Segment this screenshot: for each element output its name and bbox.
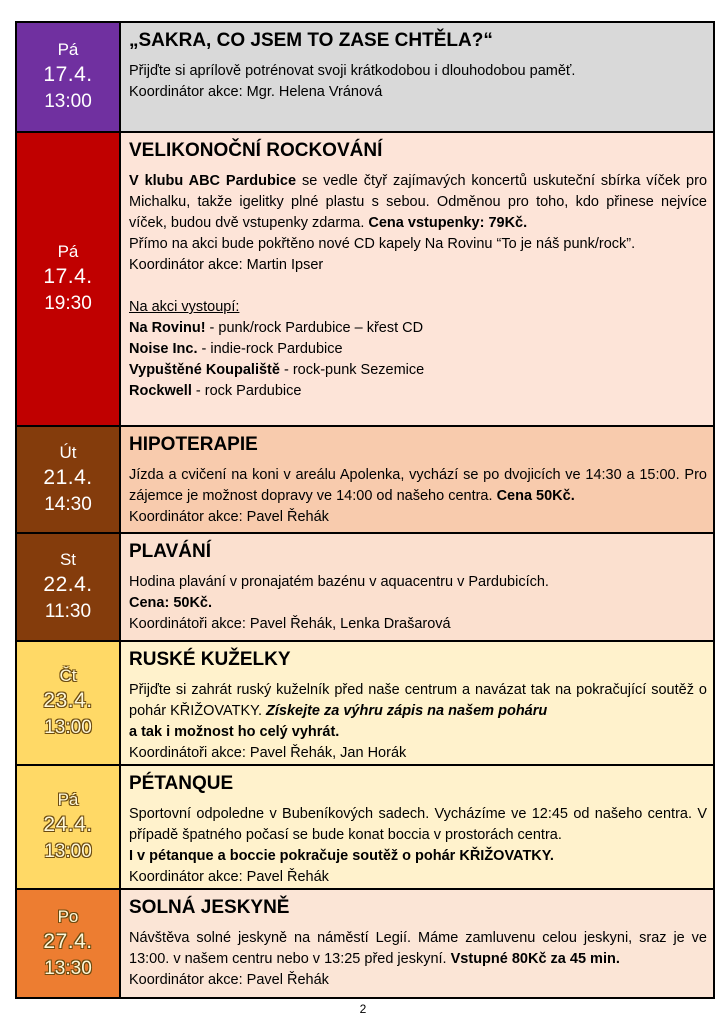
event-highlight: a tak i možnost ho celý vyhrát. [129,724,340,740]
event-row [17,534,713,642]
event-description [129,465,707,507]
band-item [129,381,707,402]
event-time: 13:00 [44,91,92,112]
event-coordinator: Koordinátor akce: Mgr. Helena Vránová [129,84,383,100]
venue-name: V klubu ABC Pardubice [129,173,297,189]
page-number: 2 [359,1002,367,1016]
event-date-cell [17,133,121,425]
event-content [121,766,713,888]
event-content [121,642,713,764]
event-row [17,890,713,997]
event-day: St [59,550,77,569]
band-item [129,318,707,339]
event-description-text: Návštěva solné jeskyně na náměstí Legií. Máme zamluvenu celou jeskyni, sraz je ve 13:00. v našem centru nebo v 13:25 před jeskyní. [129,930,707,967]
events-table [15,21,715,999]
event-description-text: Jízda a cvičení na koni v areálu Apolenka, vychází se po dvojicích ve 14:30 a 15:00. Pro zájemce je možnost dopravy ve 14:00 od našeho centra. [129,467,707,504]
band-name: Rockwell [129,383,192,399]
event-content [121,427,713,532]
event-coordinator: Koordinátor akce: Pavel Řehák [129,869,329,885]
event-date: 27.4. [43,929,93,953]
event-content [121,534,713,640]
event-day: Pá [57,790,79,809]
event-description: Hodina plavání v pronajatém bazénu v aquacentru v Pardubicích. [129,574,549,590]
event-description: Sportovní odpoledne v Bubeníkových sadech. Vycházíme ve 12:45 od našeho centra. V případě špatného počasí se bude konat boccia v prostorách centra. [129,806,707,843]
event-row [17,766,713,890]
event-date: 17.4. [43,265,93,288]
event-time: 11:30 [44,601,92,622]
event-date-cell [17,890,121,997]
event-title: PÉTANQUE [129,773,234,794]
event-description [129,171,707,234]
event-day: Pá [57,242,79,261]
event-day: Po [57,906,79,926]
event-coordinator: Koordinátoři akce: Pavel Řehák, Lenka Drašarová [129,616,451,632]
band-item [129,360,707,381]
event-coordinator: Koordinátor akce: Pavel Řehák [129,972,329,988]
event-row [17,642,713,766]
event-coordinator: Koordinátor akce: Martin Ipser [129,257,324,273]
band-desc: - indie-rock Pardubice [197,341,343,357]
event-title: HIPOTERAPIE [129,434,258,455]
event-price: Cena 50Kč. [496,488,575,504]
band-desc: - rock-punk Sezemice [279,362,425,378]
event-description-text: Přijďte si zahrát ruský kuželník před naše centrum a navázat tak na pokračující soutěž o pohár KŘIŽOVATKY. [129,682,707,719]
event-cd-text: Přímo na akci bude pokřtěno nové CD kapely Na Rovinu “To je náš punk/rock”. [129,236,636,252]
event-row [17,23,713,133]
event-time: 19:30 [44,293,92,314]
event-time: 14:30 [44,493,92,515]
event-price: Vstupné 80Kč za 45 min. [450,951,620,967]
event-description [129,928,707,970]
event-date-cell [17,642,121,764]
event-description [129,680,707,722]
event-time: 13:00 [44,841,92,862]
event-day: Út [59,442,77,462]
event-date-cell [17,427,121,532]
band-desc: - punk/rock Pardubice – křest CD [205,320,424,336]
event-price: Cena: 50Kč. [129,595,213,611]
event-description: Přijďte si aprílově potrénovat svoji krátkodobou i dlouhodobou paměť. [129,63,576,79]
event-description-text: se vedle čtyř zajímavých koncertů uskuteční sbírka víček pro Michalku, takže igelitky plné plastu s sebou. Odměnou pro toho, kdo přinese nejvíce víček, budou dvě vstupenky zdarma. [129,173,708,231]
event-date: 23.4. [43,689,93,712]
event-date: 17.4. [43,63,93,86]
event-time: 13:00 [44,717,92,738]
event-title: „SAKRA, CO JSEM TO ZASE CHTĚLA?“ [129,30,493,51]
event-day: Pá [57,40,79,59]
event-date-cell [17,766,121,888]
event-row [17,133,713,427]
band-name: Na Rovinu! [129,320,206,336]
band-item [129,339,707,360]
event-date-cell [17,23,121,131]
event-date: 24.4. [43,813,93,836]
lineup-label: Na akci vystoupí: [129,299,240,315]
band-desc: - rock Pardubice [191,383,302,399]
band-name: Vypuštěné Koupaliště [129,362,280,378]
event-title: VELIKONOČNÍ ROCKOVÁNÍ [129,140,383,161]
event-content [121,890,713,997]
event-date: 21.4. [43,465,93,489]
event-coordinator: Koordinátoři akce: Pavel Řehák, Jan Horák [129,745,407,761]
event-date: 22.4. [43,573,93,596]
event-highlight: I v pétanque a boccie pokračuje soutěž o pohár KŘIŽOVATKY. [129,848,554,864]
event-coordinator: Koordinátor akce: Pavel Řehák [129,509,329,525]
event-title: RUSKÉ KUŽELKY [129,649,291,670]
event-price: Cena vstupenky: 79Kč. [368,215,528,231]
event-content [121,133,713,425]
event-row [17,427,713,534]
event-title: SOLNÁ JESKYNĚ [129,897,290,918]
event-highlight: Získejte za výhru zápis na našem poháru [266,703,548,719]
event-title: PLAVÁNÍ [129,541,211,562]
band-name: Noise Inc. [129,341,198,357]
event-time: 13:30 [44,957,92,979]
event-content [121,23,713,131]
event-day: Čt [59,666,77,685]
event-date-cell [17,534,121,640]
